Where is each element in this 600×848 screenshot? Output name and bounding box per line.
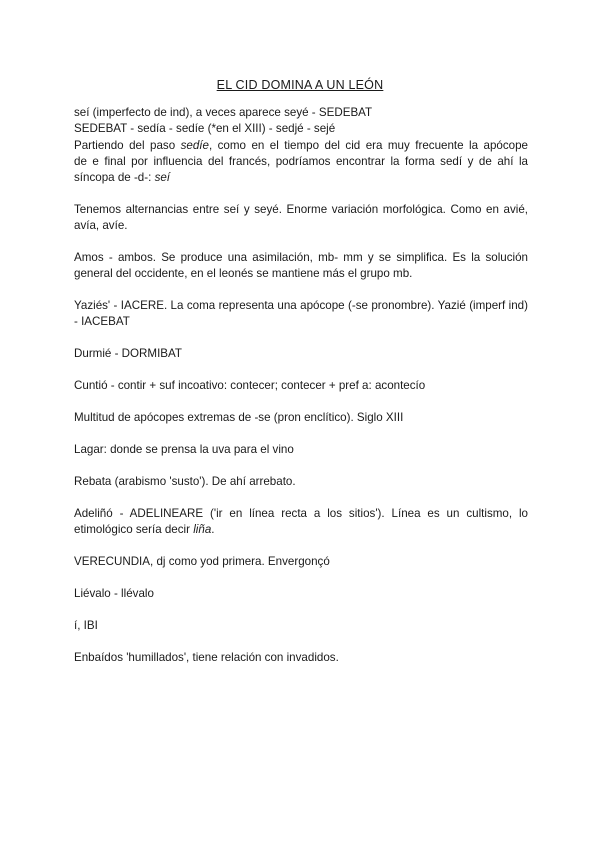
paragraph-lagar: Lagar: donde se prensa la uva para el vino [74,443,294,456]
paragraph-yazies: Yaziés' - IACERE. La coma representa una apócope (-se pronombre). Yazié (imperf ind) - IACEBAT [74,299,528,329]
text-fragment-italic: liña [193,523,212,537]
text-fragment-underlined: j [326,122,329,136]
paragraph-amos: Amos - ambos. Se produce una asimilación, mb- mm y se simplifica. Es la solución general del occidente, en el leonés se mantiene más el grupo mb. [74,251,528,281]
text-fragment: síncopa de -d-: [74,171,155,185]
paragraph-alternancias: Tenemos alternancias entre seí y seyé. Enorme variación morfológica. Como en avié, avía, avíe. [74,203,528,233]
paragraph-durmie: Durmié - DORMIBAT [74,347,182,360]
text-fragment: é [328,122,336,136]
text-fragment: SEDEBAT - sedía - sedíe (*en el XIII) - sedjé - se [74,122,327,136]
document-title: EL CID DOMINA A UN LEÓN [216,78,384,92]
text-line [74,138,528,154]
text-fragment: . [211,523,215,537]
text-line [74,121,528,137]
text-line: de e final por influencia del francés, podríamos encontrar la forma sedí y de ahí la [74,154,528,168]
paragraph-adelino [74,506,528,539]
paragraph-apocopes: Multitud de apócopes extremas de -se (pron enclítico). Siglo XIII [74,411,404,424]
text-fragment: Adeliñó - ADELINEARE ('ir en línea recta a los sitios'). Línea es un cultismo, lo etimológico sería decir [74,507,528,537]
paragraph-sei-imperfecto [74,105,528,186]
text-fragment-italic: seí [154,171,171,185]
paragraph-cuntio: Cuntió - contir + suf incoativo: contecer; contecer + pref a: acontecío [74,379,426,392]
text-fragment: , como en el tiempo del cid era muy frecuente la apócope [208,138,528,152]
text-line: seí (imperfecto de ind), a veces aparece seyé - SEDEBAT [74,106,373,119]
text-fragment: Partiendo del paso [74,138,181,152]
paragraph-enbaidos: Enbaídos 'humillados', tiene relación con invadidos. [74,651,339,664]
text-fragment-italic: sedíe [180,138,209,152]
paragraph-ibi: í, IBI [74,619,98,632]
text-line [74,170,528,186]
paragraph-rebata: Rebata (arabismo 'susto'). De ahí arrebato. [74,475,296,488]
paragraph-lievalo: Liévalo - llévalo [74,587,154,600]
paragraph-verecundia: VERECUNDIA, dj como yod primera. Envergonçó [74,555,330,568]
